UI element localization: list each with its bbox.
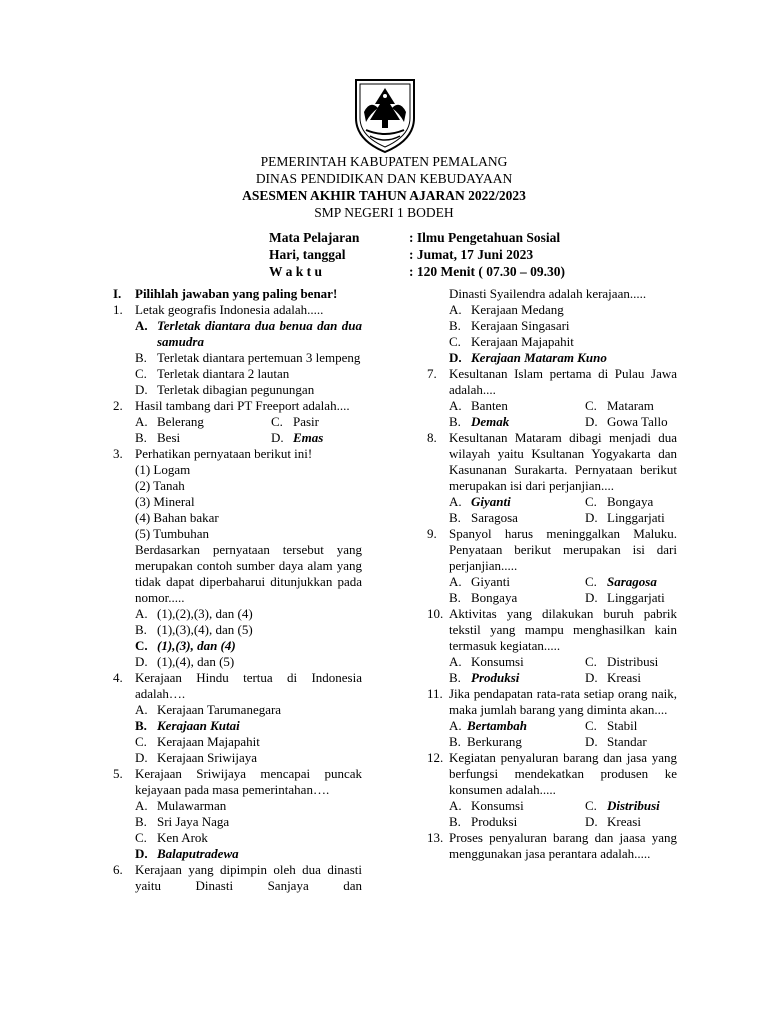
question-text: Kegiatan penyaluran barang dan jasa yang berfungsi mendekatkan produsen ke konsumen adalah..... [449,750,677,797]
option-b: B. Demak [449,414,510,429]
statement-item: (3) Mineral [135,494,195,509]
option-d: D. Kreasi [585,670,641,685]
section-heading [113,286,362,302]
question-11 [427,686,677,750]
option-c: C. Kerajaan Majapahit [449,334,574,349]
question-text: Jika pendapatan rata-rata setiap orang naik, maka jumlah barang yang diminta akan.... [449,686,677,717]
question-6-continued [427,286,677,366]
question-7 [427,366,677,430]
left-column [113,286,362,894]
document-header [0,153,768,221]
exam-info-value: : Ilmu Pengetahuan Sosial [409,230,561,245]
option-c: C. Kerajaan Majapahit [135,734,260,749]
question-text: Kesultanan Mataram dibagi menjadi dua wilayah yaitu Ksultanan Yogyakarta dan Kasunanan Surakarta. Pernyataan berikut merupakan isi dari perjanjian.... [449,430,677,493]
option-c: C. Distribusi [585,798,660,813]
option-c: C. Saragosa [585,574,657,589]
option-d: D. Emas [271,430,324,445]
option-c: C. Stabil [585,718,638,733]
option-d: D. Kerajaan Mataram Kuno [449,350,607,365]
question-stem: Berdasarkan pernyataan tersebut yang merupakan contoh sumber daya alam yang tidak dapat diperbaharui ditunjukkan pada nomor..... [135,542,362,605]
header-school: SMP NEGERI 1 BODEH [314,205,454,220]
option-b: B. Bongaya [449,590,518,605]
option-c: C. Ken Arok [135,830,208,845]
question-13 [427,830,677,862]
question-number: 4. [113,670,123,685]
option-b: B. Kerajaan Singasari [449,318,570,333]
option-a: A. Kerajaan Tarumanegara [135,702,282,717]
section-number: I. [113,286,122,301]
option-a: A. Kerajaan Medang [449,302,564,317]
question-number: 2. [113,398,123,413]
header-department: DINAS PENDIDIKAN DAN KEBUDAYAAN [255,171,513,186]
header-exam-title: ASESMEN AKHIR TAHUN AJARAN 2022/2023 [242,188,526,203]
option-a: A. Terletak diantara dua benua dan dua samudra [135,318,362,349]
question-text: Kerajaan Sriwijaya mencapai puncak kejayaan pada masa pemerintahan…. [135,766,362,797]
option-a: A. Giyanti [449,574,510,589]
option-a: A. Konsumsi [449,654,524,669]
option-b: B. Besi [135,430,181,445]
question-text: Hasil tambang dari PT Freeport adalah.... [135,398,350,413]
options-grid [449,494,677,526]
option-c: C. Terletak diantara 2 lautan [135,366,290,381]
option-a: A. Konsumsi [449,798,524,813]
option-d: D. Kreasi [585,814,641,829]
question-number: 3. [113,446,123,461]
option-d: D. Balaputradewa [135,846,239,861]
question-number: 6. [113,862,123,877]
question-9 [427,526,677,606]
option-d: D. Terletak dibagian pegunungan [135,382,315,397]
option-d: D. Linggarjati [585,590,665,605]
option-d: D. Gowa Tallo [585,414,668,429]
exam-info-key: Hari, tanggal [269,247,346,262]
exam-info-row [269,229,565,246]
question-number: 10. [427,606,444,621]
options-grid [449,574,677,606]
option-a: A. Bertambah [449,718,527,733]
section-title: Pilihlah jawaban yang paling benar! [135,286,338,301]
question-text: Letak geografis Indonesia adalah..... [135,302,324,317]
question-number: 11. [427,686,443,701]
option-d: D. Standar [585,734,647,749]
option-a: A. Giyanti [449,494,511,509]
option-b: B. Saragosa [449,510,518,525]
question-text-continued: Dinasti Syailendra adalah kerajaan..... [449,286,647,301]
question-1 [113,302,362,398]
question-text: Kerajaan Hindu tertua di Indonesia adalah…. [135,670,362,701]
statement-item: (4) Bahan bakar [135,510,219,525]
option-c: C. Distribusi [585,654,659,669]
statement-item: (5) Tumbuhan [135,526,210,541]
option-d: D. (1),(4), dan (5) [135,654,235,669]
options-grid [135,414,362,446]
pemalang-regency-emblem [348,74,422,154]
question-text: Perhatikan pernyataan berikut ini! [135,446,313,461]
option-b: B. Terletak diantara pertemuan 3 lempeng [135,350,361,365]
exam-info-row [269,246,565,263]
question-2 [113,398,362,446]
options-grid [449,798,677,830]
statement-item: (2) Tanah [135,478,185,493]
option-c: C. Pasir [271,414,319,429]
question-text: Kesultanan Islam pertama di Pulau Jawa adalah.... [449,366,677,397]
header-government: PEMERINTAH KABUPATEN PEMALANG [260,154,508,169]
option-b: B. Berkurang [449,734,522,749]
exam-info-row [269,263,565,280]
question-number: 12. [427,750,444,765]
question-number: 5. [113,766,123,781]
question-12 [427,750,677,830]
exam-info-key: W a k t u [269,264,323,279]
options-grid [449,654,677,686]
statement-item: (1) Logam [135,462,191,477]
option-a: A. Banten [449,398,508,413]
question-number: 8. [427,430,437,445]
options-grid [449,398,677,430]
options-grid [449,718,677,750]
question-text: Kerajaan yang dipimpin oleh dua dinasti yaitu Dinasti Sanjaya dan [135,862,362,893]
question-number: 13. [427,830,444,845]
exam-info-value: : 120 Menit ( 07.30 – 09.30) [409,264,565,279]
option-c: C. (1),(3), dan (4) [135,638,236,653]
exam-info-key: Mata Pelajaran [269,230,360,245]
option-c: C. Bongaya [585,494,654,509]
option-a: A. (1),(2),(3), dan (4) [135,606,253,621]
option-b: B. Kerajaan Kutai [135,718,240,733]
right-column [427,286,677,862]
question-8 [427,430,677,526]
option-b: B. (1),(3),(4), dan (5) [135,622,253,637]
question-number: 1. [113,302,123,317]
question-text: Proses penyaluran barang dan jaasa yang menggunakan jasa perantara adalah..... [449,830,677,861]
option-b: B. Produksi [449,670,520,685]
question-4 [113,670,362,766]
option-d: D. Linggarjati [585,510,665,525]
option-d: D. Kerajaan Sriwijaya [135,750,257,765]
exam-info-value: : Jumat, 17 Juni 2023 [409,247,534,262]
question-number: 9. [427,526,437,541]
option-a: A. Mulawarman [135,798,227,813]
question-text: Aktivitas yang dilakukan buruh pabrik tekstil yang mampu menghasilkan kain termasuk kegiatan..... [449,606,677,653]
exam-info [269,229,565,280]
question-6 [113,862,362,894]
question-3 [113,446,362,670]
question-number: 7. [427,366,437,381]
question-10 [427,606,677,686]
option-c: C. Mataram [585,398,654,413]
option-a: A. Belerang [135,414,204,429]
option-b: B. Produksi [449,814,518,829]
question-5 [113,766,362,862]
question-text: Spanyol harus meninggalkan Maluku. Penyataan berikut merupakan isi dari perjanjian..... [449,526,677,573]
option-b: B. Sri Jaya Naga [135,814,230,829]
